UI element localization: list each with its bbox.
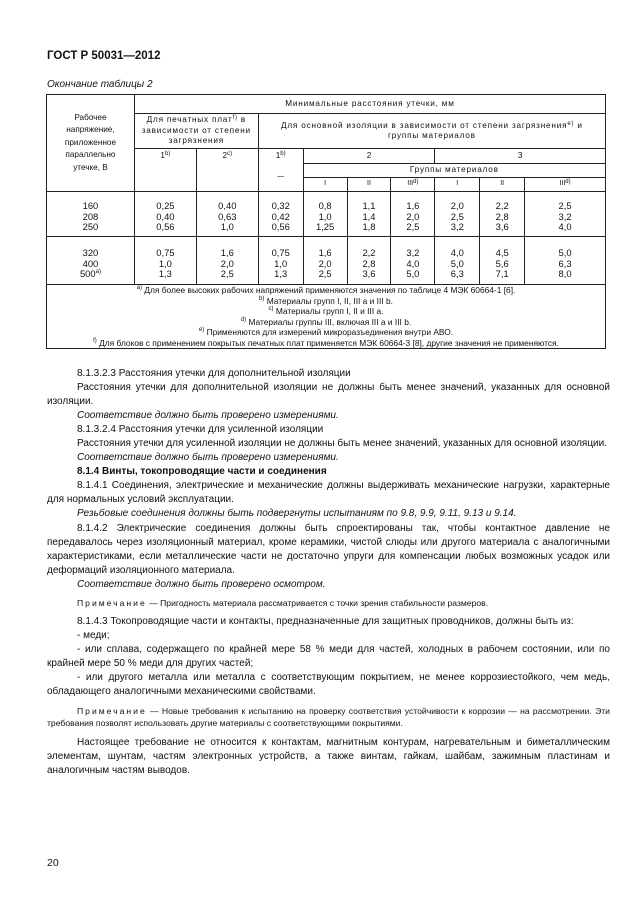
paragraph: Настоящее требование не относится к контактам, магнитным контурам, нагревательным и биметаллическим элементам, шунтам, частям электронных устройств, а также винтам, гайкам, шайбам, зажимным пластинам и аналогичным частям выводов.	[47, 736, 610, 776]
cells-g2-c5: 3,2 4,0 5,0	[391, 237, 435, 285]
basic-insulation-header: Для основной изоляции в зависимости от степени загрязнения$^{e)}$ и группы материалов	[258, 114, 605, 149]
test-reference: Резьбовые соединения должны быть подвергнуты испытаниям по 9.8, 9.9, 9.11, 9.13 и 9.14.	[77, 508, 517, 520]
group-III-deg2: III$^{d)}$	[391, 178, 435, 192]
table-continuation-caption: Окончание таблицы 2	[47, 79, 153, 90]
footnote-b: $^{b)}$ Материалы групп I, II, III a и III b.	[259, 295, 393, 306]
footnote-d: $^{d)}$ Материалы группы III, включая III a и III b.	[240, 316, 412, 327]
top-header: Минимальные расстояния утечки, мм	[134, 95, 605, 114]
group-I-deg3: I	[435, 178, 480, 192]
basic-degree-1: 1$^{b)}$	[258, 149, 303, 164]
basic-degree-3: 3	[435, 149, 606, 164]
page-number: 20	[47, 857, 59, 869]
note-2: Примечание — Новые требования к испытанию на проверку соответствия устойчивости к коррозии — на рассмотрении. Эти требования позволят использовать другие материалы с соответствующими покрытиями.	[47, 705, 610, 729]
list-item: - или другого металла или металла с соответствующим покрытием, не менее коррозиестойкого, чем медь, обладающего аналогичными механическими свойствами.	[47, 672, 610, 698]
table-footnotes	[47, 285, 606, 349]
cells-g1-c2: 0,32 0,42 0,56	[258, 192, 303, 237]
creepage-table	[46, 94, 606, 349]
cells-g1-c8: 2,5 3,2 4,0	[525, 192, 606, 237]
list-item: - или сплава, содержащего по крайней мере 58 % меди для частей, холодных в рабочем состоянии, или по крайней мере 50 % меди для других частей;	[47, 644, 610, 670]
cells-g1-c0: 0,25 0,40 0,56	[134, 192, 196, 237]
note-1: Примечание — Пригодность материала рассматривается с точки зрения стабильности размеров.	[77, 597, 489, 608]
paragraph: Расстояния утечки для усиленной изоляции не должны быть менее значений, указанных для основной изоляции.	[77, 438, 607, 450]
material-groups-label: Группы материалов	[303, 164, 605, 178]
pcb-degree-1: 1$^{b)}$	[134, 149, 196, 192]
cells-g2-c6: 4,0 5,0 6,3	[435, 237, 480, 285]
cells-g2-c8: 5,0 6,3 8,0	[525, 237, 606, 285]
section-8-1-3-2-4: 8.1.3.2.4 Расстояния утечки для усиленной изоляции	[77, 424, 324, 436]
section-8-1-4-1: 8.1.4.1 Соединения, электрические и механические должны выдерживать механические нагрузки, характерные для нормальных условий эксплуатации.	[47, 480, 610, 506]
section-8-1-3-2-3: 8.1.3.2.3 Расстояния утечки для дополнительной изоляции	[77, 368, 351, 379]
cells-g1-c7: 2,2 2,8 3,6	[480, 192, 525, 237]
dash-cell: —	[258, 164, 303, 192]
cells-g2-c4: 2,2 2,8 3,6	[347, 237, 391, 285]
voltage-column-header: Рабочее напряжение, приложенное параллельно утечке, В	[47, 95, 135, 192]
cells-g1-c4: 1,1 1,4 1,8	[347, 192, 391, 237]
cells-g2-c7: 4,5 5,6 7,1	[480, 237, 525, 285]
basic-degree-2: 2	[303, 149, 435, 164]
group-II-deg2: II	[347, 178, 391, 192]
voltage-group-1: 160 208 250	[47, 192, 135, 237]
paragraph: Расстояния утечки для дополнительной изоляции не должны быть менее значений, указанных для основной изоляции.	[47, 382, 610, 408]
compliance-note: Соответствие должно быть проверено осмотром.	[77, 578, 326, 590]
section-8-1-4-2: 8.1.4.2 Электрические соединения должны быть спроектированы так, чтобы контактное давление не передавалось через изоляционный материал, кроме керамики, чистой слюды или другого материала с аналогичными характеристиками, если металлические части не достаточно упруги для компенсации любых возможных усадок или деформаций изоляционного материала.	[47, 522, 610, 576]
body-text	[47, 367, 610, 778]
section-8-1-4-heading: 8.1.4 Винты, токопроводящие части и соединения	[77, 466, 327, 478]
voltage-group-2: 320 400 500$^{a)}$	[47, 237, 135, 285]
cells-g1-c3: 0,8 1,0 1,25	[303, 192, 347, 237]
cells-g1-c5: 1,6 2,0 2,5	[391, 192, 435, 237]
cells-g2-c3: 1,6 2,0 2,5	[303, 237, 347, 285]
compliance-note: Соответствие должно быть проверено измерениями.	[77, 410, 339, 422]
compliance-note: Соответствие должно быть проверено измерениями.	[77, 452, 339, 464]
pcb-degree-2: 2$^{c)}$	[196, 149, 258, 192]
footnote-f: $^{f)}$ Для блоков с применением покрытых печатных плат применяется МЭК 60664-3 [8], другие значения не применяются.	[93, 337, 559, 348]
group-I-deg2: I	[303, 178, 347, 192]
cells-g2-c1: 1,6 2,0 2,5	[196, 237, 258, 285]
footnote-a: $^{a)}$ Для более высоких рабочих напряжений применяются значения по таблице 4 МЭК 60664-1 [6].	[136, 285, 516, 295]
group-II-deg3: II	[480, 178, 525, 192]
cells-g2-c2: 0,75 1,0 1,3	[258, 237, 303, 285]
cells-g1-c1: 0,40 0,63 1,0	[196, 192, 258, 237]
pcb-header: Для печатных плат$^{f)}$ в зависимости от степени загрязнения	[134, 114, 258, 149]
cells-g1-c6: 2,0 2,5 3,2	[435, 192, 480, 237]
cells-g2-c0: 0,75 1,0 1,3	[134, 237, 196, 285]
footnote-c: $^{c)}$ Материалы групп I, II и III a.	[268, 306, 384, 316]
list-item: - меди;	[77, 630, 110, 642]
section-8-1-4-3: 8.1.4.3 Токопроводящие части и контакты, предназначенные для защитных проводников, должны быть из:	[77, 616, 574, 628]
document-header: ГОСТ Р 50031—2012	[47, 50, 161, 62]
group-III-deg3: III$^{d)}$	[525, 178, 606, 192]
footnote-e: $^{e)}$ Применяются для измерений микроразъединения внутри АВО.	[198, 327, 454, 337]
